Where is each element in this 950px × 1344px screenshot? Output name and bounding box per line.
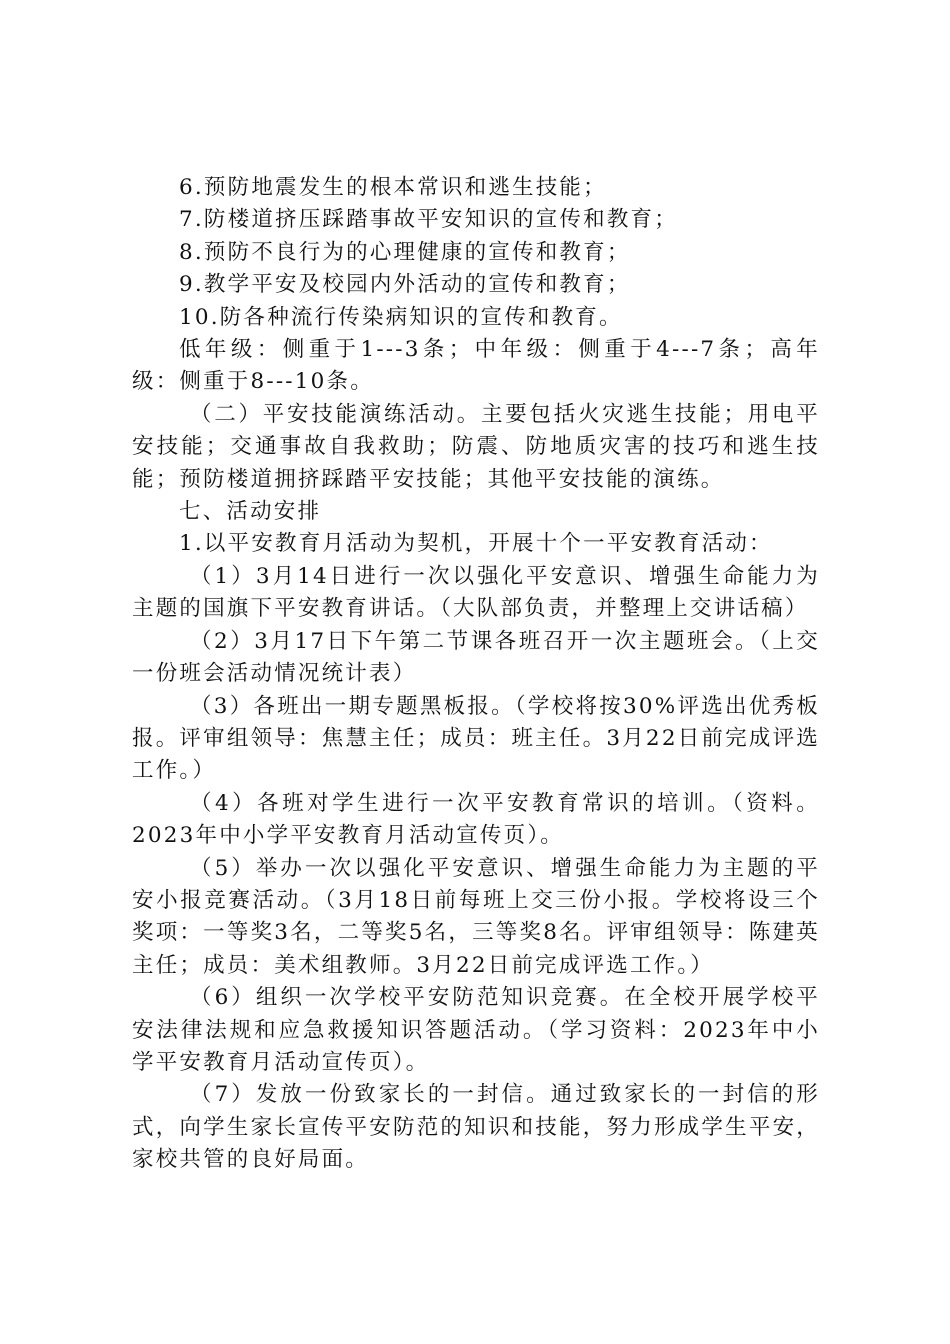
- activity-item-1: （1）3月14日进行一次以强化平安意识、增强生命能力为主题的国旗下平安教育讲话。（大队部负责，并整理上交讲话稿）: [132, 563, 820, 622]
- list-item-9: 9.教学平安及校园内外活动的宣传和教育；: [179, 272, 631, 298]
- activity-item-7: （7）发放一份致家长的一封信。通过致家长的一封信的形式，向学生家长宣传平安防范的知识和技能，努力形成学生平安，家校共管的良好局面。: [132, 1082, 820, 1173]
- section-heading-activity-arrangement: 七、活动安排: [179, 499, 322, 525]
- grade-focus-paragraph: 低年级：侧重于1---3条；中年级：侧重于4---7条；高年级：侧重于8---10条。: [132, 337, 820, 395]
- activity-item-6: （6）组织一次学校平安防范知识竞赛。在全校开展学校平安法律法规和应急救援知识答题活动。（学习资料：2023年中小学平安教育月活动宣传页）。: [132, 985, 820, 1075]
- list-item-7: 7.防楼道挤压踩踏事故平安知识的宣传和教育；: [179, 207, 678, 233]
- list-item-6: 6.预防地震发生的根本常识和逃生技能；: [179, 175, 607, 200]
- activity-item-4: （4）各班对学生进行一次平安教育常识的培训。（资料。2023年中小学平安教育月活动宣传页）。: [132, 790, 820, 849]
- document-body: [132, 172, 820, 1177]
- skills-drill-paragraph: （二）平安技能演练活动。主要包括火灾逃生技能；用电平安技能；交通事故自我救助；防震、防地质灾害的技巧和逃生技能；预防楼道拥挤踩踏平安技能；其他平安技能的演练。: [132, 401, 820, 492]
- activity-intro-paragraph: 1.以平安教育月活动为契机，开展十个一平安教育活动：: [179, 531, 773, 557]
- activity-item-5: （5）举办一次以强化平安意识、增强生命能力为主题的平安小报竞赛活动。（3月18日前每班上交三份小报。学校将设三个奖项：一等奖3名，二等奖5名，三等奖8名。评审组领导：陈建英主任；成员：美术组教师。3月22日前完成评选工作。）: [132, 855, 820, 978]
- activity-item-2: （2）3月17日下午第二节课各班召开一次主题班会。（上交一份班会活动情况统计表）: [132, 628, 820, 687]
- list-item-10: 10.防各种流行传染病知识的宣传和教育。: [179, 304, 623, 330]
- activity-item-3: （3）各班出一期专题黑板报。（学校将按30%评选出优秀板报。评审组领导：焦慧主任；成员：班主任。3月22日前完成评选工作。）: [132, 693, 820, 784]
- list-item-8: 8.预防不良行为的心理健康的宣传和教育；: [179, 239, 631, 265]
